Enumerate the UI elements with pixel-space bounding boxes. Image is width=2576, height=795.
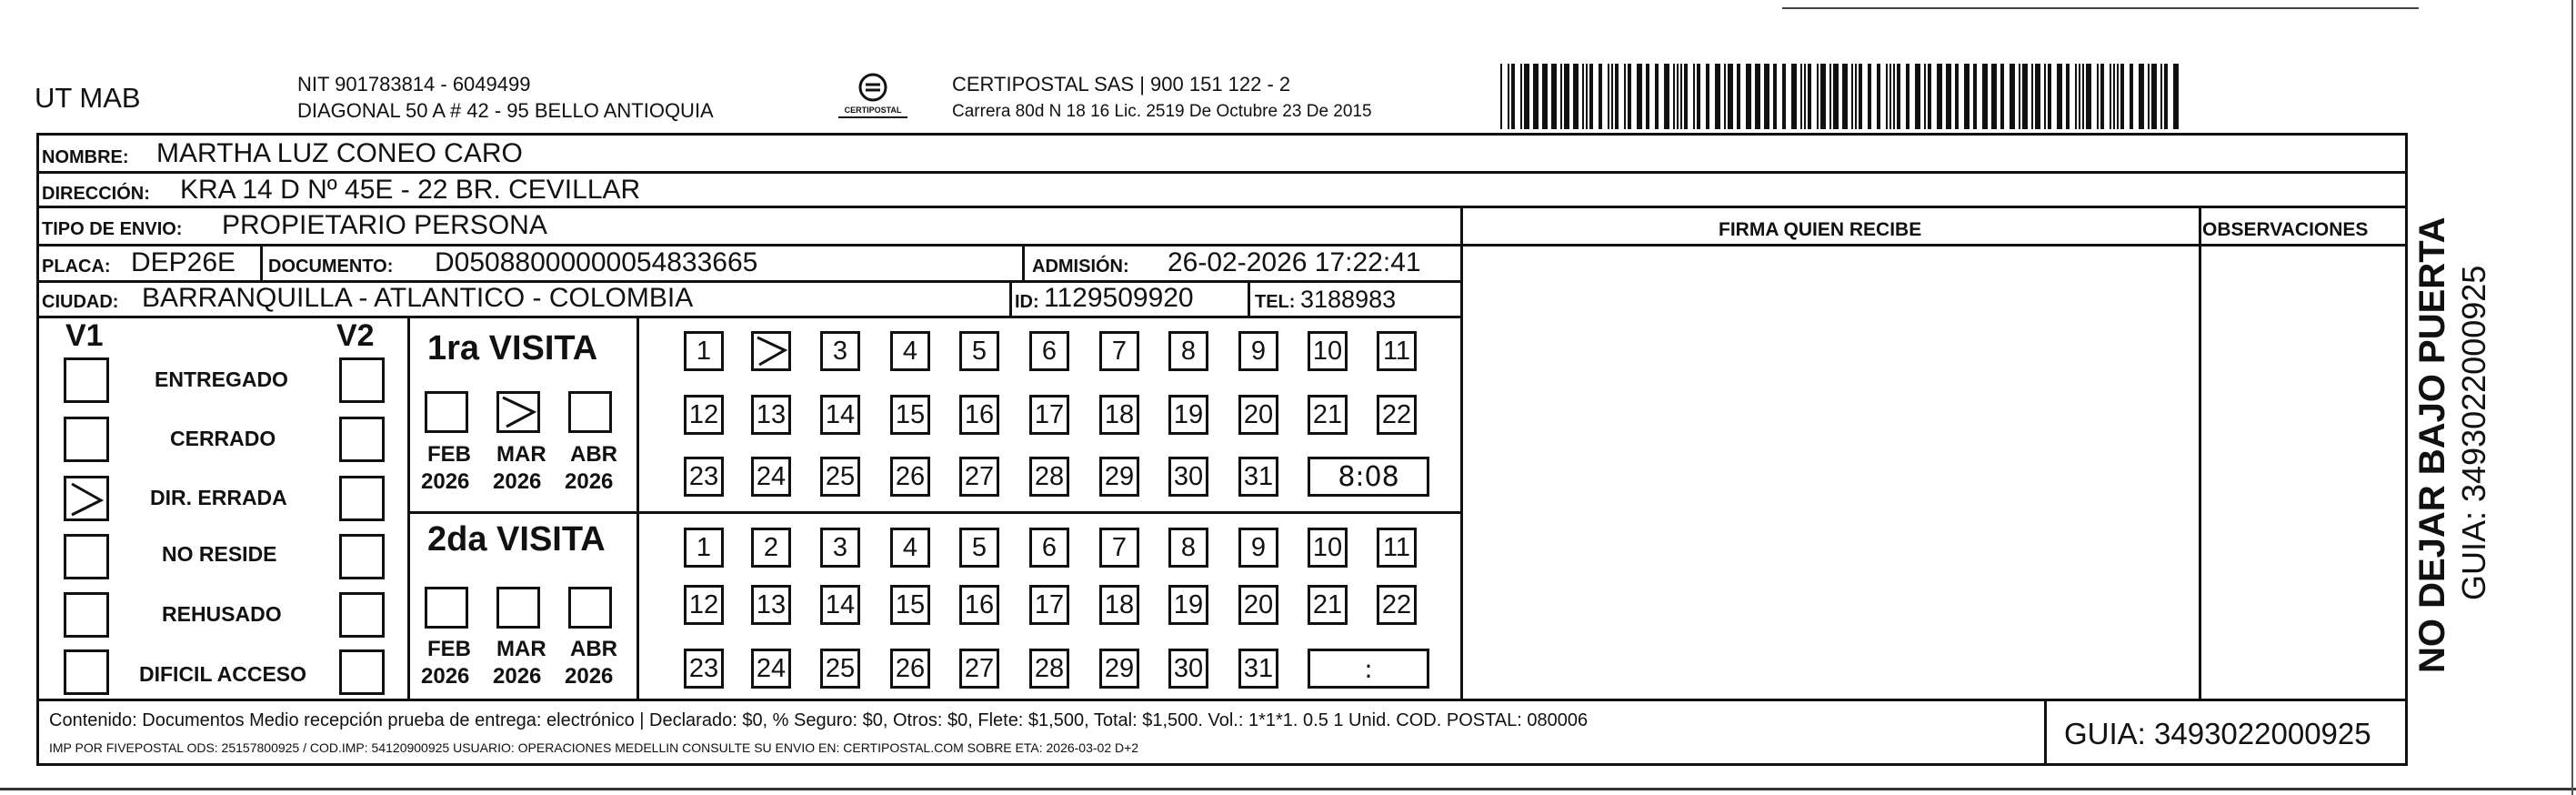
logo-text: CERTIPOSTAL	[844, 106, 902, 115]
visit2-day-27[interactable]: 27	[959, 649, 999, 689]
v1-checkbox-entregado[interactable]	[64, 357, 109, 403]
status-label-cerrado: CERRADO	[170, 427, 276, 450]
placa-value: DEP26E	[131, 247, 236, 277]
visit2-day-16[interactable]: 16	[959, 585, 999, 625]
footer-guia: GUIA: 3493022000925	[2064, 717, 2371, 750]
rule-nombre	[36, 171, 2408, 174]
visit1-month-abr[interactable]	[568, 391, 612, 433]
col-status	[407, 316, 410, 699]
tipo-value: PROPIETARIO PERSONA	[222, 210, 547, 240]
placa-label: PLACA:	[42, 257, 111, 277]
status-label-no-reside: NO RESIDE	[162, 542, 277, 566]
visit2-month-abr[interactable]	[568, 587, 612, 629]
visit1-day-31[interactable]: 31	[1238, 457, 1278, 497]
visit1-day-21[interactable]: 21	[1308, 395, 1348, 435]
visit1-day-20[interactable]: 20	[1238, 395, 1278, 435]
visit1-time-field[interactable]: 8:08	[1308, 457, 1429, 497]
v2-checkbox-dir-errada[interactable]	[339, 476, 385, 521]
check-mark-icon	[754, 334, 788, 368]
id-label: ID:	[1015, 292, 1039, 312]
visit1-day-25[interactable]: 25	[820, 457, 860, 497]
col-months	[636, 316, 639, 699]
visit1-day-26[interactable]: 26	[890, 457, 930, 497]
visit1-day-30[interactable]: 30	[1168, 457, 1208, 497]
id-value: 1129509920	[1044, 283, 1194, 313]
visit2-day-29[interactable]: 29	[1099, 649, 1139, 689]
nombre-label: NOMBRE:	[42, 147, 129, 167]
visit1-month-mar-label: MAR	[496, 442, 546, 467]
visit2-day-5[interactable]: 5	[959, 528, 999, 568]
visit2-day-8[interactable]: 8	[1168, 528, 1208, 568]
visit1-day-5[interactable]: 5	[959, 331, 999, 371]
visit1-day-1[interactable]: 1	[684, 331, 724, 371]
visit1-day-7[interactable]: 7	[1099, 331, 1139, 371]
right-edge-line	[2571, 0, 2573, 795]
rule-footer	[36, 699, 2408, 701]
certipostal-logo	[829, 67, 917, 124]
admision-label: ADMISIÓN:	[1032, 257, 1129, 277]
v1-checkbox-rehusado[interactable]	[64, 592, 109, 638]
footer-contenido: Contenido: Documentos Medio recepción prueba de entrega: electrónico | Declarado: $0, % Seguro: $0, Otros: $0, Flete: $1,500, Total: $1,500. Vol.: 1*1*1. 0.5 1 Unid. COD. POSTAL: 080006	[49, 710, 1589, 730]
direccion-label: DIRECCIÓN:	[42, 184, 150, 204]
visit1-title: 1ra VISITA	[427, 329, 598, 367]
visit2-day-6[interactable]: 6	[1029, 528, 1069, 568]
visit1-day-27[interactable]: 27	[959, 457, 999, 497]
footer-imp: IMP POR FIVEPOSTAL ODS: 25157800925 / COD.IMP: 54120900925 USUARIO: OPERACIONES MEDELLIN CONSULTE SU ENVIO EN: CERTIPOSTAL.COM SOBRE ETA: 2026-03-02 D+2	[49, 740, 1139, 755]
visit2-day-1[interactable]: 1	[684, 528, 724, 568]
visit1-day-10[interactable]: 10	[1308, 331, 1348, 371]
visit1-day-13[interactable]: 13	[751, 395, 791, 435]
visit1-day-28[interactable]: 28	[1029, 457, 1069, 497]
visit1-month-abr-year: 2026	[565, 469, 614, 494]
visit1-day-6[interactable]: 6	[1029, 331, 1069, 371]
v2-checkbox-entregado[interactable]	[339, 357, 385, 403]
side-guia: GUIA: 3493022000925	[2455, 265, 2492, 600]
v2-checkbox-no-reside[interactable]	[339, 534, 385, 579]
status-label-entregado: ENTREGADO	[155, 367, 288, 391]
admision-value: 26-02-2026 17:22:41	[1168, 247, 1421, 277]
visit1-day-9[interactable]: 9	[1238, 331, 1278, 371]
status-label-dir-errada: DIR. ERRADA	[150, 486, 287, 509]
visit2-day-25[interactable]: 25	[820, 649, 860, 689]
v1-checkbox-dir-errada[interactable]	[64, 476, 109, 521]
top-edge-line	[1782, 7, 2419, 9]
visit2-time-field[interactable]: :	[1308, 649, 1429, 689]
visit1-day-14[interactable]: 14	[820, 395, 860, 435]
ciudad-value: BARRANQUILLA - ATLANTICO - COLOMBIA	[142, 283, 694, 313]
observaciones-header: OBSERVACIONES	[2202, 219, 2369, 240]
ciudad-label: CIUDAD:	[42, 292, 119, 312]
visit2-day-23[interactable]: 23	[684, 649, 724, 689]
visit1-day-15[interactable]: 15	[890, 395, 930, 435]
visit1-day-11[interactable]: 11	[1377, 331, 1417, 371]
visit1-month-feb-year: 2026	[421, 469, 470, 494]
documento-value: D05088000000054833665	[435, 247, 758, 277]
visit2-day-15[interactable]: 15	[890, 585, 930, 625]
visit2-month-mar-label: MAR	[496, 637, 546, 661]
visit1-month-abr-label: ABR	[570, 442, 617, 467]
visit1-day-2[interactable]	[751, 331, 791, 371]
status-label-rehusado: REHUSADO	[162, 602, 282, 626]
tel-value: 3188983	[1300, 286, 1397, 313]
tel-label: TEL:	[1255, 292, 1296, 312]
rule-tipo	[36, 244, 2408, 247]
visit2-day-17[interactable]: 17	[1029, 585, 1069, 625]
v2-checkbox-cerrado[interactable]	[339, 417, 385, 462]
bottom-edge-line	[0, 788, 2576, 790]
visit2-day-31[interactable]: 31	[1238, 649, 1278, 689]
v1-checkbox-dificil-acceso[interactable]	[64, 649, 109, 695]
visit2-day-18[interactable]: 18	[1099, 585, 1139, 625]
visit2-title: 2da VISITA	[427, 520, 606, 559]
col-placa	[260, 244, 263, 280]
visit1-day-19[interactable]: 19	[1168, 395, 1208, 435]
visit2-month-abr-label: ABR	[570, 637, 617, 661]
visit2-month-feb-year: 2026	[421, 664, 470, 689]
sender-address: DIAGONAL 50 A # 42 - 95 BELLO ANTIOQUIA	[297, 99, 714, 122]
visit2-day-10[interactable]: 10	[1308, 528, 1348, 568]
visit2-day-30[interactable]: 30	[1168, 649, 1208, 689]
visit1-day-22[interactable]: 22	[1377, 395, 1417, 435]
carrier-license: Carrera 80d N 18 16 Lic. 2519 De Octubre 23 De 2015	[952, 102, 1372, 121]
visit2-day-21[interactable]: 21	[1308, 585, 1348, 625]
visit2-day-2[interactable]: 2	[751, 528, 791, 568]
visit2-day-24[interactable]: 24	[751, 649, 791, 689]
carrier-name: CERTIPOSTAL SAS | 900 151 122 - 2	[952, 73, 1291, 96]
visit2-day-22[interactable]: 22	[1377, 585, 1417, 625]
check-mark-icon	[66, 478, 106, 518]
visit2-day-9[interactable]: 9	[1238, 528, 1278, 568]
visit2-day-4[interactable]: 4	[890, 528, 930, 568]
visit1-day-17[interactable]: 17	[1029, 395, 1069, 435]
company-name: UT MAB	[35, 82, 141, 114]
visit1-month-feb[interactable]	[425, 391, 468, 433]
documento-label: DOCUMENTO:	[268, 257, 394, 277]
visit1-day-29[interactable]: 29	[1099, 457, 1139, 497]
status-label-dificil-acceso: DIFICIL ACCESO	[139, 662, 307, 686]
col-id	[1009, 280, 1012, 316]
visit1-day-12[interactable]: 12	[684, 395, 724, 435]
col-tel	[1248, 280, 1250, 316]
visit1-month-mar[interactable]	[496, 391, 540, 433]
nombre-value: MARTHA LUZ CONEO CARO	[156, 138, 523, 168]
direccion-value: KRA 14 D Nº 45E - 22 BR. CEVILLAR	[180, 175, 641, 205]
visit2-day-3[interactable]: 3	[820, 528, 860, 568]
visit1-day-4[interactable]: 4	[890, 331, 930, 371]
visit2-day-19[interactable]: 19	[1168, 585, 1208, 625]
visit2-day-7[interactable]: 7	[1099, 528, 1139, 568]
v1-header: V1	[65, 318, 104, 353]
visit2-day-11[interactable]: 11	[1377, 528, 1417, 568]
sender-nit: NIT 901783814 - 6049499	[297, 73, 531, 96]
visit1-month-mar-year: 2026	[493, 469, 542, 494]
visit1-day-8[interactable]: 8	[1168, 331, 1208, 371]
visit2-month-mar-year: 2026	[493, 664, 542, 689]
visit1-day-16[interactable]: 16	[959, 395, 999, 435]
visit2-day-13[interactable]: 13	[751, 585, 791, 625]
visit2-day-14[interactable]: 14	[820, 585, 860, 625]
rule-visits-split	[409, 511, 1462, 514]
visit2-month-abr-year: 2026	[565, 664, 614, 689]
visit2-month-feb-label: FEB	[427, 637, 471, 661]
rule-ciudad	[36, 316, 1462, 318]
visit1-month-feb-label: FEB	[427, 442, 471, 467]
visit1-day-18[interactable]: 18	[1099, 395, 1139, 435]
barcode	[1500, 64, 2180, 129]
v2-checkbox-rehusado[interactable]	[339, 592, 385, 638]
visit2-day-28[interactable]: 28	[1029, 649, 1069, 689]
rule-direccion	[36, 206, 2408, 208]
col-admision	[1022, 244, 1025, 280]
v2-header: V2	[336, 318, 375, 353]
visit2-month-mar[interactable]	[496, 587, 540, 629]
side-no-dejar: NO DEJAR BAJO PUERTA	[2412, 216, 2452, 673]
visit1-day-23[interactable]: 23	[684, 457, 724, 497]
check-mark-icon	[499, 394, 537, 430]
col-guia	[2044, 699, 2047, 766]
visit1-day-3[interactable]: 3	[820, 331, 860, 371]
visit1-day-24[interactable]: 24	[751, 457, 791, 497]
tipo-label: TIPO DE ENVIO:	[42, 219, 183, 239]
firma-header: FIRMA QUIEN RECIBE	[1719, 219, 1922, 240]
visit2-month-feb[interactable]	[425, 587, 468, 629]
visit2-day-20[interactable]: 20	[1238, 585, 1278, 625]
col-firma-left	[1460, 206, 1463, 699]
v1-checkbox-cerrado[interactable]	[64, 417, 109, 462]
v1-checkbox-no-reside[interactable]	[64, 534, 109, 579]
visit2-day-26[interactable]: 26	[890, 649, 930, 689]
col-observ-left	[2199, 206, 2201, 699]
visit2-day-12[interactable]: 12	[684, 585, 724, 625]
v2-checkbox-dificil-acceso[interactable]	[339, 649, 385, 695]
